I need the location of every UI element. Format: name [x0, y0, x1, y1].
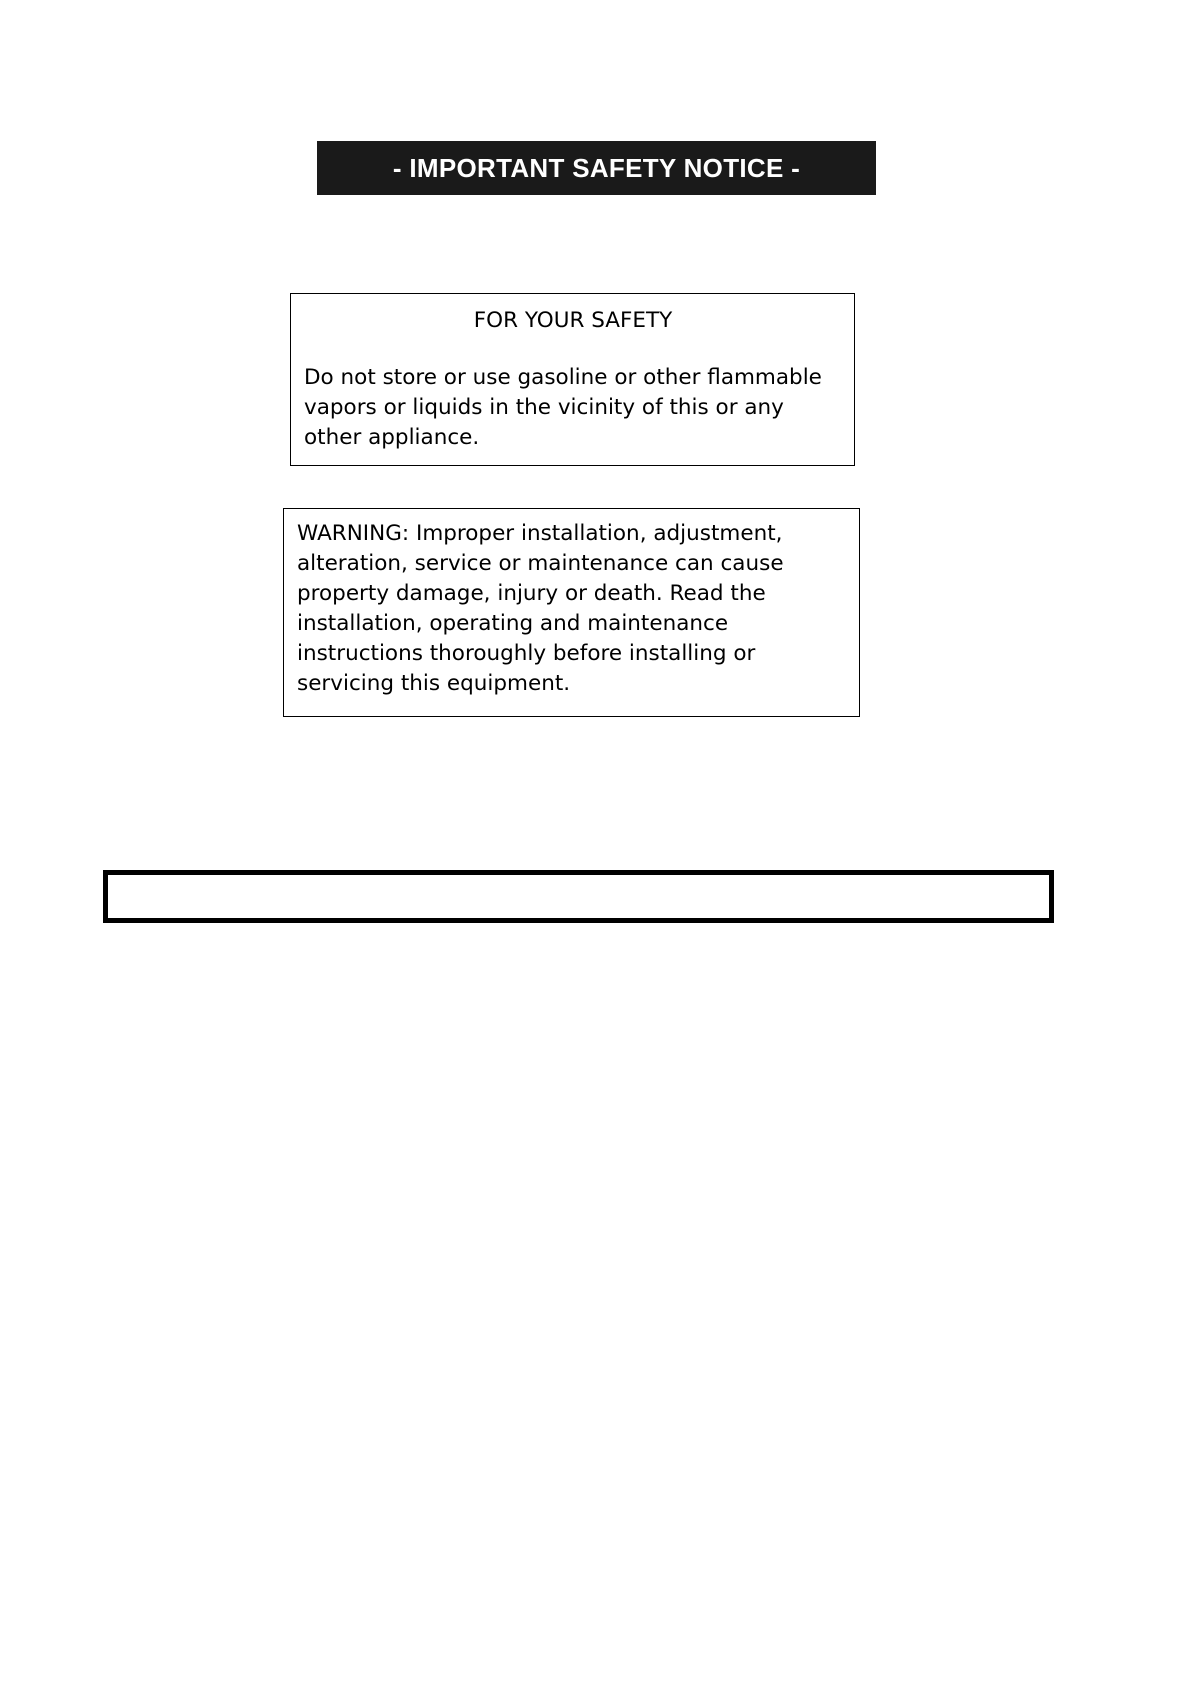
warning-box-line: property damage, injury or death. Read the — [297, 581, 766, 606]
warning-box-line: alteration, service or maintenance can cause — [297, 551, 784, 576]
for-your-safety-box — [290, 293, 855, 466]
important-safety-notice-banner: - IMPORTANT SAFETY NOTICE - — [317, 141, 876, 195]
warning-box — [283, 508, 860, 717]
empty-bordered-frame — [103, 870, 1054, 923]
warning-box-line: servicing this equipment. — [297, 671, 571, 696]
safety-box-line: other appliance. — [304, 425, 480, 450]
safety-box-line: vapors or liquids in the vicinity of this or any — [304, 395, 784, 420]
safety-box-line: Do not store or use gasoline or other flammable — [304, 365, 822, 390]
warning-box-line: instructions thoroughly before installing or — [297, 641, 756, 666]
safety-box-title: FOR YOUR SAFETY — [473, 308, 673, 333]
warning-box-line: installation, operating and maintenance — [297, 611, 729, 636]
warning-box-line: WARNING: Improper installation, adjustment, — [297, 521, 783, 546]
